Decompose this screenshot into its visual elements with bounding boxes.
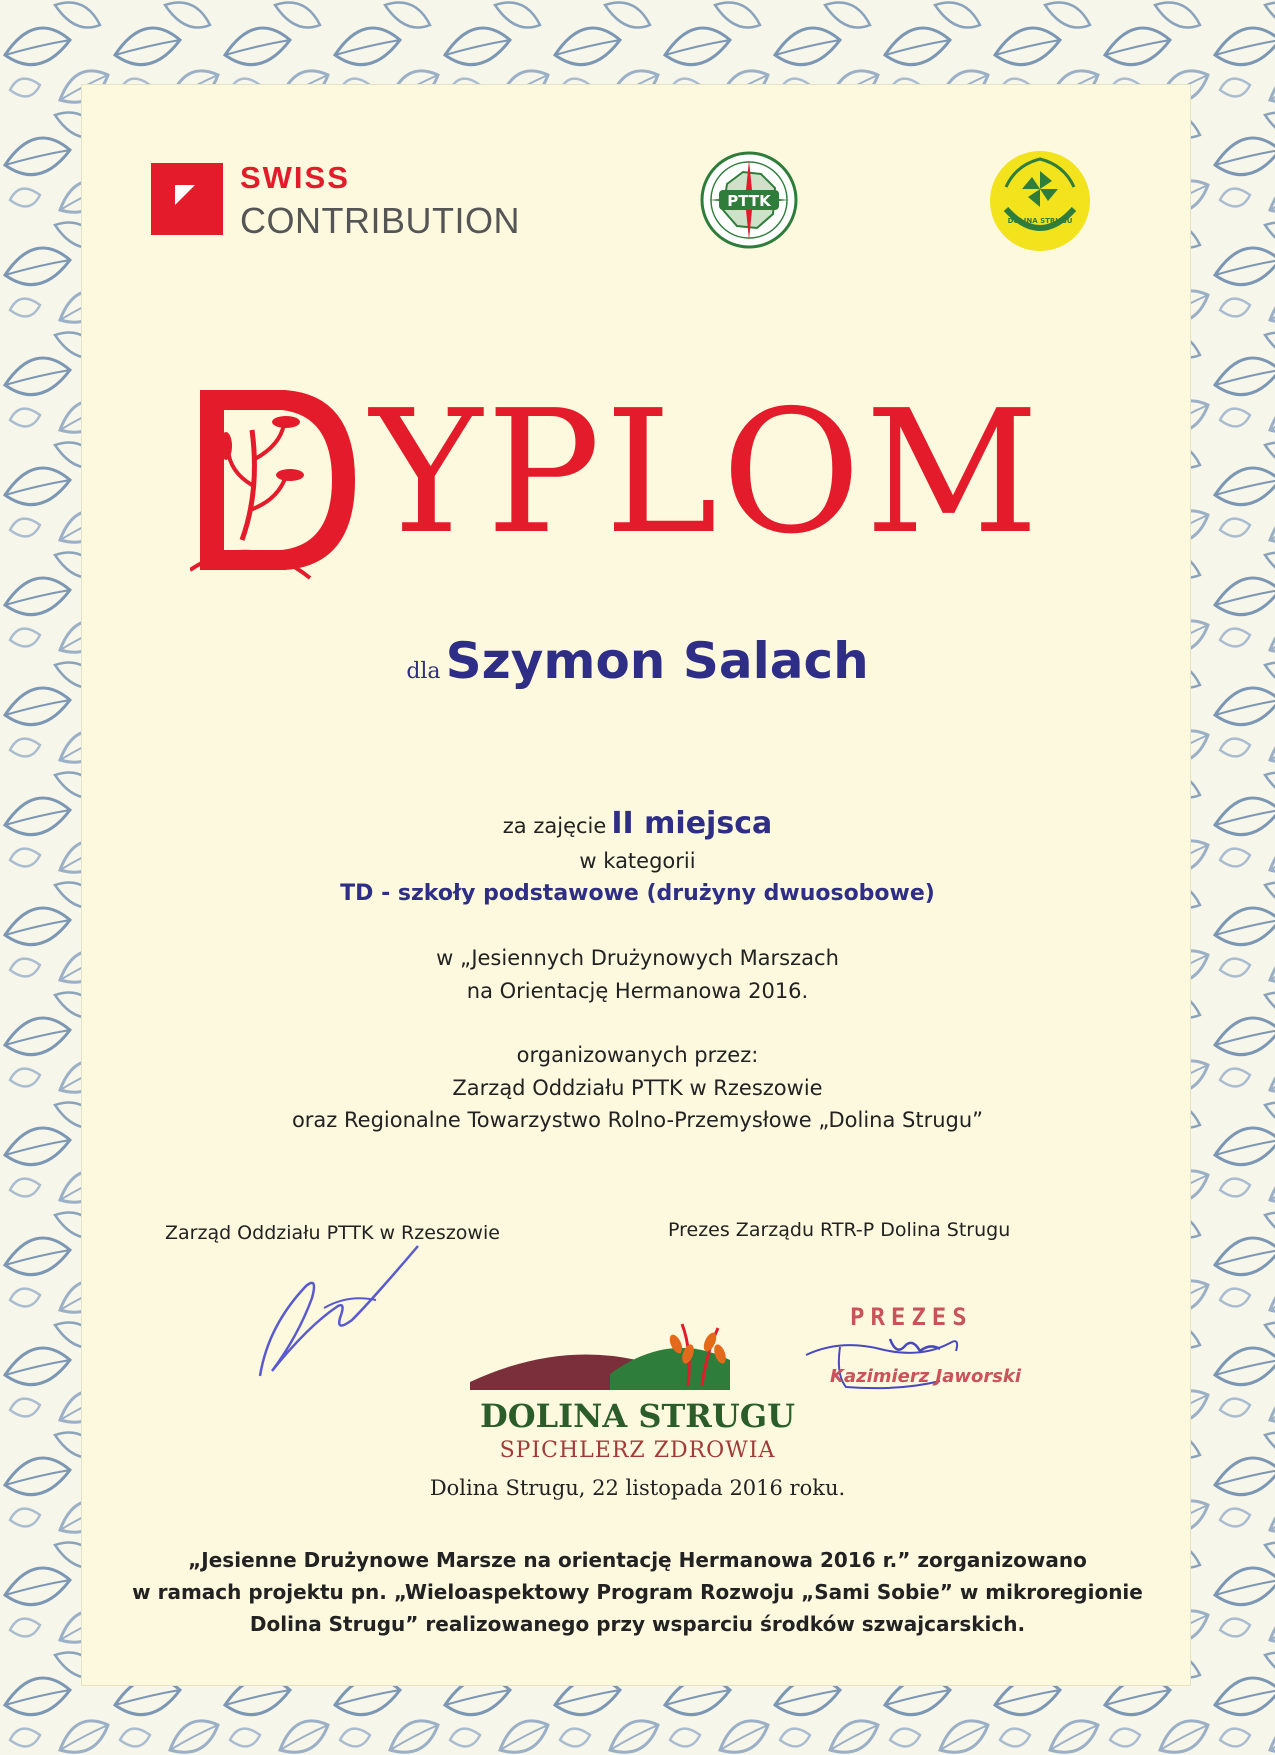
diploma-title xyxy=(190,374,1043,580)
right-signature-label: Prezes Zarządu RTR-P Dolina Strugu xyxy=(668,1219,1011,1241)
organizers-label: organizowanych przez: xyxy=(516,1043,759,1067)
recipient-line xyxy=(0,632,1275,690)
right-signature xyxy=(800,1325,1020,1405)
swiss-flag-logo xyxy=(151,163,223,235)
left-signature-label: Zarząd Oddziału PTTK w Rzeszowie xyxy=(165,1222,500,1244)
organizer-1: Zarząd Oddziału PTTK w Rzeszowie xyxy=(452,1076,823,1100)
recipient-prefix: dla xyxy=(406,659,441,684)
footer-line3: Dolina Strugu” realizowanego przy wsparciu środków szwajcarskich. xyxy=(249,1612,1026,1636)
ornamental-initial-d xyxy=(190,380,365,580)
category-name: TD - szkoły podstawowe (drużyny dwuosobowe) xyxy=(340,881,935,906)
recipient-name: Szymon Salach xyxy=(445,632,869,690)
stamp-title: PREZES xyxy=(850,1303,973,1331)
dolina-strugu-logo-title: DOLINA STRUGU xyxy=(480,1397,795,1435)
swiss-logo-line2: CONTRIBUTION xyxy=(240,200,520,241)
dolina-strugu-badge xyxy=(986,147,1094,255)
award-prefix: za zajęcie xyxy=(502,814,607,838)
title-text: YPLOM xyxy=(370,374,1043,572)
dolina-badge-text: DOLINA STRUGU xyxy=(1007,217,1073,225)
stamp-name: Kazimierz Jaworski xyxy=(830,1366,1022,1387)
pttk-logo-text: PTTK xyxy=(727,192,771,210)
footer-line1: „Jesienne Drużynowe Marsze na orientację Hermanowa 2016 r.” zorganizowano xyxy=(188,1548,1087,1572)
swiss-logo-line1: SWISS xyxy=(240,160,350,195)
left-signature xyxy=(248,1236,428,1386)
event-line1: w „Jesiennych Drużynowych Marszach xyxy=(436,946,839,970)
dolina-strugu-logo-graphic xyxy=(470,1320,770,1398)
award-line xyxy=(0,806,1275,841)
award-place: II miejsca xyxy=(611,806,773,841)
pttk-logo xyxy=(697,148,801,252)
event-line2: na Orientację Hermanowa 2016. xyxy=(466,979,809,1003)
footer-line2: w ramach projektu pn. „Wieloaspektowy Program Rozwoju „Sami Sobie” w mikroregionie xyxy=(132,1580,1143,1604)
issue-date: Dolina Strugu, 22 listopada 2016 roku. xyxy=(429,1476,846,1500)
organizer-2: oraz Regionalne Towarzystwo Rolno-Przemysłowe „Dolina Strugu” xyxy=(291,1108,984,1132)
category-label: w kategorii xyxy=(579,849,696,873)
dolina-strugu-logo-subtitle: SPICHLERZ ZDROWIA xyxy=(499,1438,776,1463)
